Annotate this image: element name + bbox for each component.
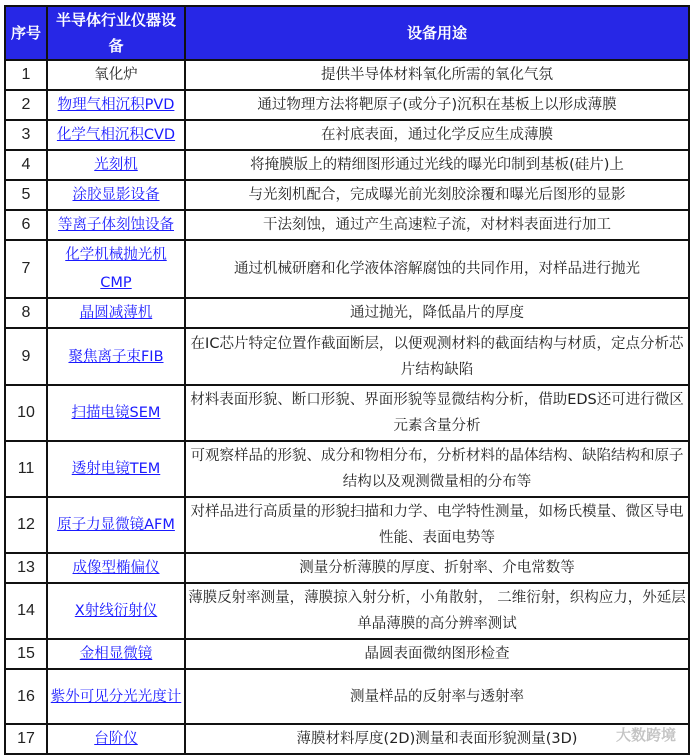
row-index: 13 — [5, 553, 47, 583]
row-index: 16 — [5, 669, 47, 724]
device-link[interactable]: 成像型椭偏仪 — [72, 560, 160, 576]
purpose-cell: 测量分析薄膜的厚度、折射率、介电常数等 — [185, 553, 689, 583]
watermark: 大数跨境 — [616, 726, 677, 744]
device-link[interactable]: 紫外可见分光光度计 — [50, 688, 182, 705]
device-cell — [47, 240, 185, 298]
row-index: 11 — [5, 441, 47, 497]
purpose-cell: 在衬底表面，通过化学反应生成薄膜 — [185, 120, 689, 150]
table-row — [5, 553, 689, 583]
header-index: 序号 — [5, 6, 47, 60]
equipment-table — [4, 5, 690, 755]
purpose-cell: 干法刻蚀，通过产生高速粒子流，对材料表面进行加工 — [185, 210, 689, 240]
table-row — [5, 180, 689, 210]
header-row — [5, 6, 689, 60]
header-purpose: 设备用途 — [185, 6, 689, 60]
row-index: 2 — [5, 90, 47, 120]
purpose-cell: 材料表面形貌、断口形貌、界面形貌等显微结构分析，借助EDS还可进行微区元素含量分析 — [185, 385, 689, 441]
device-link[interactable]: 聚焦离子束FIB — [68, 348, 164, 365]
device-link[interactable]: 光刻机 — [94, 157, 138, 173]
purpose-cell: 晶圆表面微纳图形检查 — [185, 639, 689, 669]
device-link[interactable]: 晶圆减薄机 — [79, 305, 153, 321]
device-cell — [47, 120, 185, 150]
device-cell — [47, 385, 185, 441]
row-index: 4 — [5, 150, 47, 180]
device-link[interactable]: 化学气相沉积CVD — [56, 127, 176, 143]
row-index: 7 — [5, 240, 47, 298]
device-link[interactable]: 化学机械抛光机CMP — [65, 247, 167, 291]
device-cell — [47, 583, 185, 639]
row-index: 15 — [5, 639, 47, 669]
row-index: 5 — [5, 180, 47, 210]
purpose-cell: 提供半导体材料氧化所需的氧化气氛 — [185, 60, 689, 90]
device-cell — [47, 298, 185, 328]
device-link[interactable]: X射线衍射仪 — [74, 603, 158, 619]
device-link[interactable]: 金相显微镜 — [79, 646, 153, 662]
table-row — [5, 90, 689, 120]
purpose-cell: 在IC芯片特定位置作截面断层，以便观测材料的截面结构与材质，定点分析芯片结构缺陷 — [185, 328, 689, 385]
row-index: 17 — [5, 724, 47, 754]
table-row — [5, 328, 689, 385]
device-cell — [47, 180, 185, 210]
table-row — [5, 150, 689, 180]
row-index: 3 — [5, 120, 47, 150]
table-row — [5, 60, 689, 90]
purpose-cell: 通过机械研磨和化学液体溶解腐蚀的共同作用，对样品进行抛光 — [185, 240, 689, 298]
purpose-cell: 通过抛光，降低晶片的厚度 — [185, 298, 689, 328]
table-row — [5, 120, 689, 150]
device-cell: 氧化炉 — [47, 60, 185, 90]
purpose-cell: 将掩膜版上的精细图形通过光线的曝光印制到基板(硅片)上 — [185, 150, 689, 180]
table-row — [5, 583, 689, 639]
device-cell — [47, 497, 185, 553]
table-row — [5, 298, 689, 328]
device-cell — [47, 150, 185, 180]
device-cell — [47, 441, 185, 497]
device-cell — [47, 669, 185, 724]
row-index: 9 — [5, 328, 47, 385]
purpose-cell: 薄膜反射率测量，薄膜掠入射分析，小角散射， 二维衍射，织构应力，外延层单晶薄膜的高分辨率测试 — [185, 583, 689, 639]
table-row — [5, 385, 689, 441]
purpose-cell: 对样品进行高质量的形貌扫描和力学、电学特性测量，如杨氏模量、微区导电性能、表面电势等 — [185, 497, 689, 553]
row-index: 12 — [5, 497, 47, 553]
table-row — [5, 240, 689, 298]
device-cell — [47, 90, 185, 120]
device-link[interactable]: 涂胶显影设备 — [72, 187, 160, 203]
row-index: 6 — [5, 210, 47, 240]
device-cell — [47, 210, 185, 240]
purpose-cell: 测量样品的反射率与透射率 — [185, 669, 689, 724]
device-link[interactable]: 物理气相沉积PVD — [57, 97, 175, 113]
table-row — [5, 639, 689, 669]
table-row — [5, 441, 689, 497]
device-cell — [47, 553, 185, 583]
device-link[interactable]: 等离子体刻蚀设备 — [58, 217, 174, 233]
table-row — [5, 497, 689, 553]
row-index: 1 — [5, 60, 47, 90]
table-row — [5, 669, 689, 724]
purpose-cell: 通过物理方法将靶原子(或分子)沉积在基板上以形成薄膜 — [185, 90, 689, 120]
purpose-cell: 可观察样品的形貌、成分和物相分布，分析材料的晶体结构、缺陷结构和原子结构以及观测微量相的分布等 — [185, 441, 689, 497]
device-link[interactable]: 原子力显微镜AFM — [57, 517, 175, 533]
device-link[interactable]: 台阶仪 — [94, 731, 138, 747]
device-link[interactable]: 透射电镜TEM — [71, 461, 161, 477]
device-cell — [47, 328, 185, 385]
row-index: 14 — [5, 583, 47, 639]
row-index: 10 — [5, 385, 47, 441]
purpose-cell: 薄膜材料厚度(2D)测量和表面形貌测量(3D) — [185, 724, 689, 754]
purpose-cell: 与光刻机配合，完成曝光前光刻胶涂覆和曝光后图形的显影 — [185, 180, 689, 210]
table-row — [5, 210, 689, 240]
header-device: 半导体行业仪器设备 — [47, 6, 185, 60]
device-link[interactable]: 扫描电镜SEM — [71, 405, 161, 421]
table-body — [5, 60, 689, 754]
device-cell — [47, 639, 185, 669]
row-index: 8 — [5, 298, 47, 328]
